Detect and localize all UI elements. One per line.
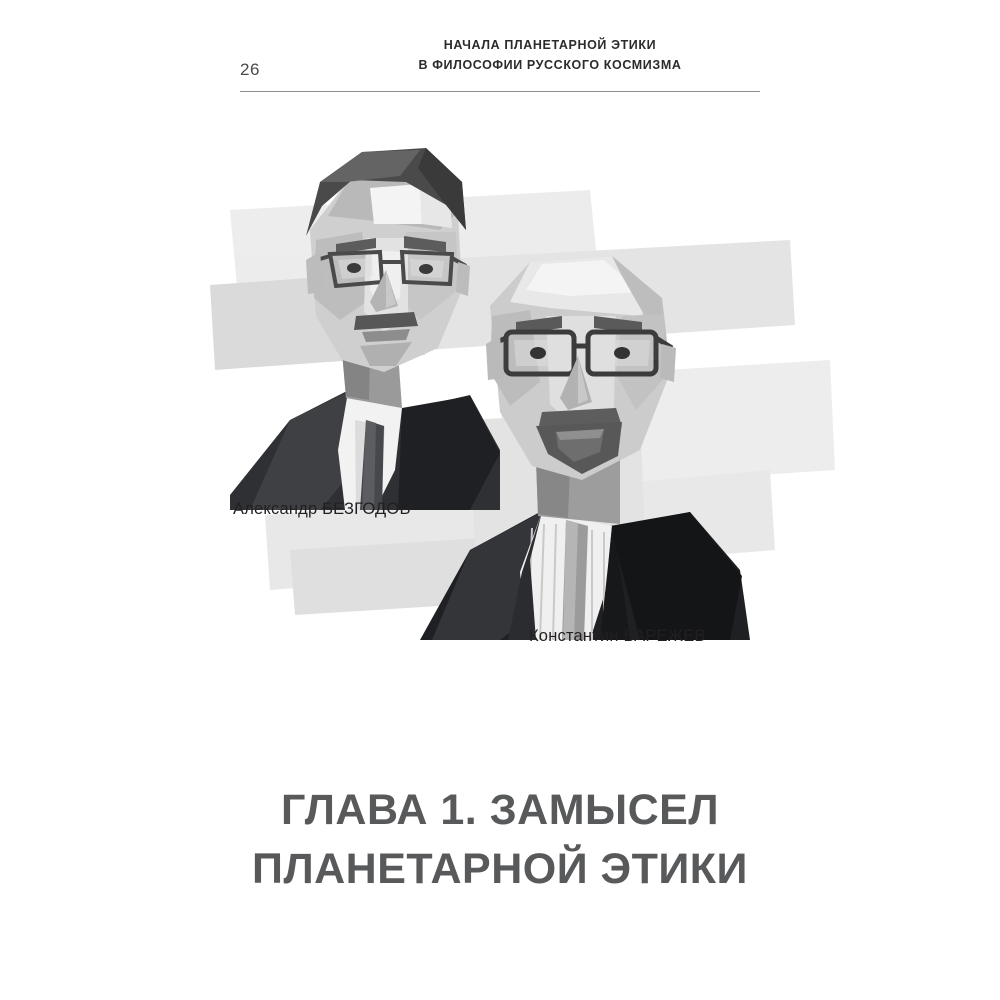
caption-author-left: Александр БЕЗГОДОВ [233,500,411,518]
portraits-svg [170,120,850,680]
running-title [340,35,760,75]
chapter-title-line-1: ГЛАВА 1. ЗАМЫСЕЛ [280,785,720,834]
author-portraits-illustration [170,120,850,680]
caption-author-right: Константин БАРЕЖЕВ [529,627,706,645]
page-header [240,30,760,92]
running-title-line-2: В ФИЛОСОФИИ РУССКОГО КОСМИЗМА [418,58,682,72]
chapter-title [120,781,880,900]
running-title-line-1: НАЧАЛА ПЛАНЕТАРНОЙ ЭТИКИ [443,38,657,52]
chapter-title-line-2: ПЛАНЕТАРНОЙ ЭТИКИ [252,845,748,894]
page-number: 26 [240,60,260,79]
header-divider [240,91,760,92]
